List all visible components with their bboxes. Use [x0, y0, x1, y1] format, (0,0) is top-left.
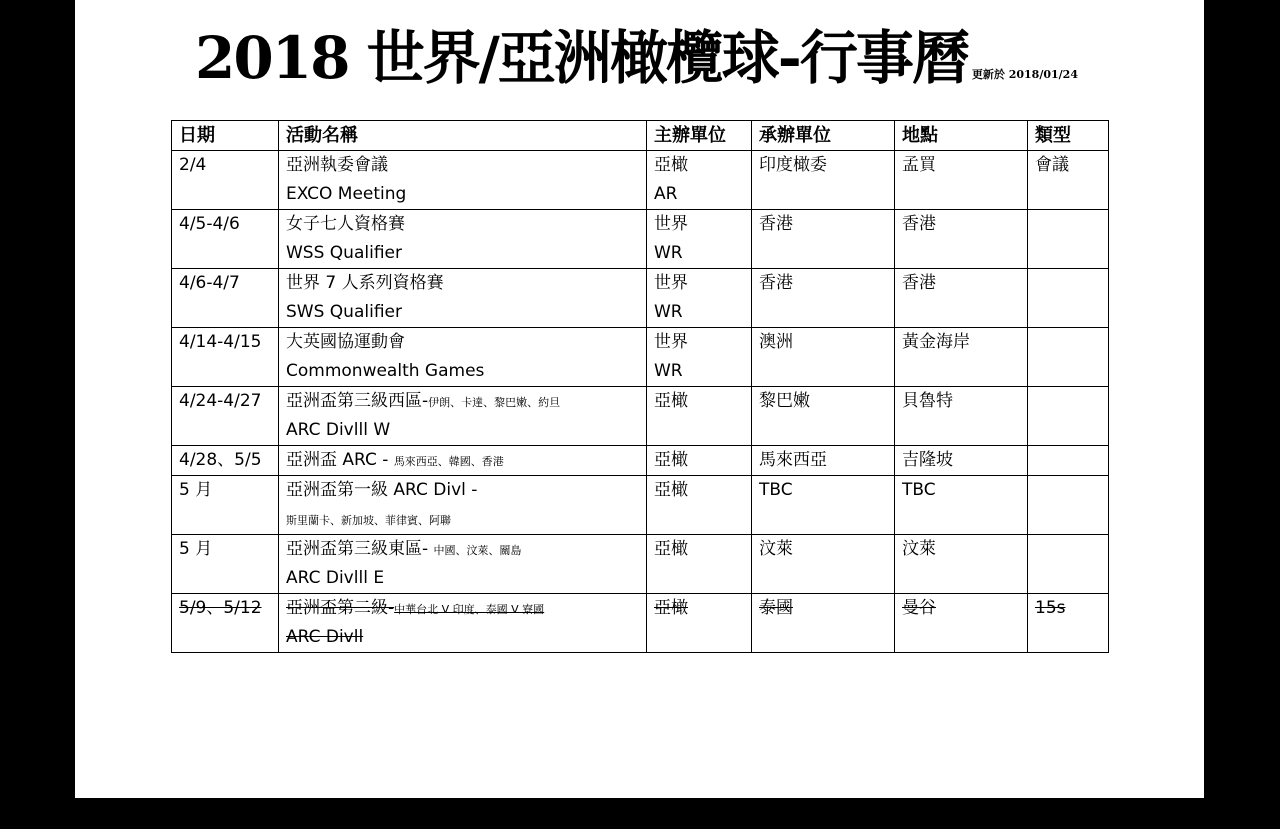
cell-organizer: 亞橄 — [647, 446, 752, 476]
header-location: 地點 — [895, 121, 1028, 151]
header-host: 承辦單位 — [752, 121, 895, 151]
table-header-row — [172, 121, 1109, 151]
cell-type — [1028, 535, 1109, 594]
cell-type — [1028, 210, 1109, 269]
cell-location: 黃金海岸 — [895, 328, 1028, 387]
cell-host: 香港 — [752, 210, 895, 269]
cell-event-name: 亞洲盃第三級東區- 中國、汶萊、關島 ARC Divlll E — [279, 535, 647, 594]
table-row — [172, 328, 1109, 387]
cell-location: 吉隆坡 — [895, 446, 1028, 476]
cell-organizer: 亞橄 — [647, 594, 752, 653]
cell-location: 孟買 — [895, 151, 1028, 210]
cell-event-name: 世界 7 人系列資格賽 SWS Qualifier — [279, 269, 647, 328]
page-title — [195, 18, 1195, 98]
cell-organizer: 世界 WR — [647, 328, 752, 387]
cell-event-name: 亞洲執委會議 EXCO Meeting — [279, 151, 647, 210]
cell-date: 5/9、5/12 — [172, 594, 279, 653]
table-row — [172, 269, 1109, 328]
title-main: 2018 世界/亞洲橄欖球-行事曆 — [195, 24, 968, 92]
cell-host: 印度橄委 — [752, 151, 895, 210]
cell-type — [1028, 387, 1109, 446]
table-row — [172, 535, 1109, 594]
cell-location: 汶萊 — [895, 535, 1028, 594]
cell-date: 4/24-4/27 — [172, 387, 279, 446]
cell-event-name: 女子七人資格賽 WSS Qualifier — [279, 210, 647, 269]
cell-type — [1028, 269, 1109, 328]
cell-type: 會議 — [1028, 151, 1109, 210]
cell-type: 15s — [1028, 594, 1109, 653]
cell-date: 4/14-4/15 — [172, 328, 279, 387]
cell-host: 黎巴嫩 — [752, 387, 895, 446]
cell-host: 泰國 — [752, 594, 895, 653]
cell-organizer: 亞橄 — [647, 535, 752, 594]
table-row-cancelled — [172, 594, 1109, 653]
cell-event-name: 亞洲盃第三級西區-伊朗、卡達、黎巴嫩、約旦 ARC Divlll W — [279, 387, 647, 446]
schedule-table — [171, 120, 1109, 653]
cell-location: 香港 — [895, 269, 1028, 328]
cell-type — [1028, 476, 1109, 535]
table-row — [172, 446, 1109, 476]
cell-location: 曼谷 — [895, 594, 1028, 653]
updated-date: 更新於 2018/01/24 — [971, 68, 1078, 81]
cell-event-name: 亞洲盃 ARC - 馬來西亞、韓國、香港 — [279, 446, 647, 476]
cell-date: 5 月 — [172, 476, 279, 535]
header-organizer: 主辦單位 — [647, 121, 752, 151]
cell-date: 2/4 — [172, 151, 279, 210]
header-date: 日期 — [172, 121, 279, 151]
cell-location: 香港 — [895, 210, 1028, 269]
header-event-name: 活動名稱 — [279, 121, 647, 151]
document-page — [75, 0, 1204, 798]
cell-event-name: 亞洲盃第一級 ARC Divl - 斯里蘭卡、新加坡、菲律賓、阿聯 — [279, 476, 647, 535]
table-row — [172, 387, 1109, 446]
cell-host: 馬來西亞 — [752, 446, 895, 476]
cell-organizer: 世界 WR — [647, 269, 752, 328]
cell-date: 4/5-4/6 — [172, 210, 279, 269]
cell-event-name: 亞洲盃第二級-中華台北 V 印度、泰國 V 寮國 ARC Divll — [279, 594, 647, 653]
cell-organizer: 亞橄 — [647, 387, 752, 446]
cell-host: 香港 — [752, 269, 895, 328]
cell-event-name: 大英國協運動會 Commonwealth Games — [279, 328, 647, 387]
header-type: 類型 — [1028, 121, 1109, 151]
cell-host: TBC — [752, 476, 895, 535]
cell-host: 澳洲 — [752, 328, 895, 387]
table-row — [172, 476, 1109, 535]
table-row — [172, 151, 1109, 210]
cell-date: 4/6-4/7 — [172, 269, 279, 328]
cell-type — [1028, 328, 1109, 387]
table-row — [172, 210, 1109, 269]
cell-location: 貝魯特 — [895, 387, 1028, 446]
cell-date: 4/28、5/5 — [172, 446, 279, 476]
cell-location: TBC — [895, 476, 1028, 535]
cell-organizer: 亞橄 AR — [647, 151, 752, 210]
cell-organizer: 世界 WR — [647, 210, 752, 269]
cell-host: 汶萊 — [752, 535, 895, 594]
cell-type — [1028, 446, 1109, 476]
cell-organizer: 亞橄 — [647, 476, 752, 535]
cell-date: 5 月 — [172, 535, 279, 594]
